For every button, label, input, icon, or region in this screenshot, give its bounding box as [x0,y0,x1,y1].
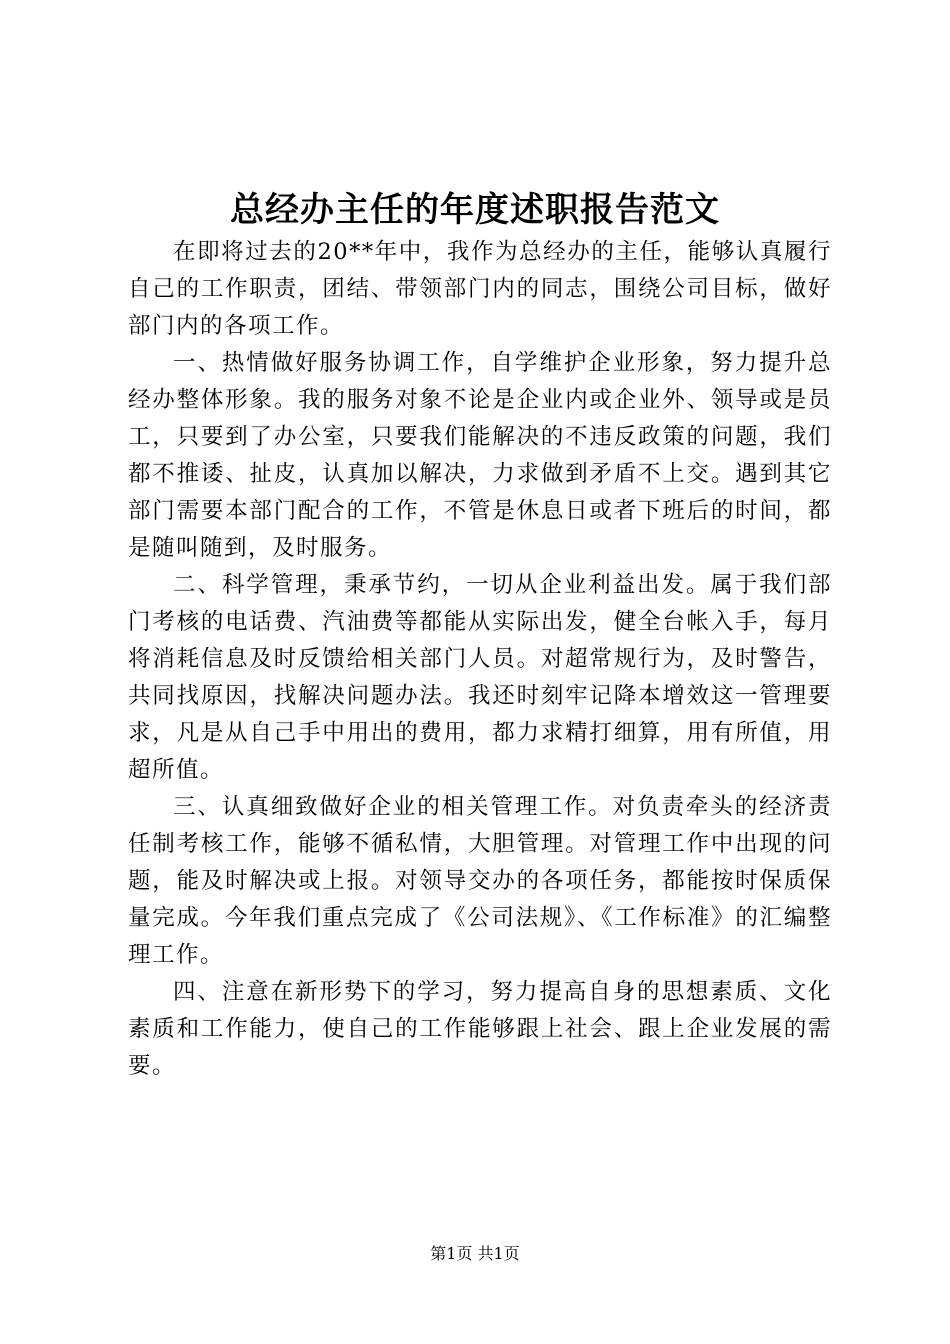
document-body [128,234,832,1085]
page-number-footer: 第1页 共1页 [430,1244,520,1263]
paragraph-section-1: 一、热情做好服务协调工作，自学维护企业形象，努力提升总经办整体形象。我的服务对象不论是企业内或企业外、领导或是员工，只要到了办公室，只要我们能解决的不违反政策的问题，我们都不推诿、扯皮，认真加以解决，力求做到矛盾不上交。遇到其它部门需要本部门配合的工作，不管是休息日或者下班后的时间，都是随叫随到，及时服务。 [128,350,832,561]
document-title: 总经办主任的年度述职报告范文 [230,190,720,230]
paragraph-intro: 在即将过去的20**年中，我作为总经办的主任，能够认真履行自己的工作职责，团结、带领部门内的同志，围绕公司目标，做好部门内的各项工作。 [128,239,832,339]
paragraph-section-3: 三、认真细致做好企业的相关管理工作。对负责牵头的经济责任制考核工作，能够不循私情，大胆管理。对管理工作中出现的问题，能及时解决或上报。对领导交办的各项任务，都能按时保质保量完成。今年我们重点完成了《公司法规》、《工作标准》的汇编整理工作。 [128,794,832,968]
paragraph-section-4: 四、注意在新形势下的学习，努力提高自身的思想素质、文化素质和工作能力，使自己的工作能够跟上社会、跟上企业发展的需要。 [128,979,832,1079]
paragraph-section-2: 二、科学管理，秉承节约，一切从企业利益出发。属于我们部门考核的电话费、汽油费等都能从实际出发，健全台帐入手，每月将消耗信息及时反馈给相关部门人员。对超常规行为，及时警告，共同找原因，找解决问题办法。我还时刻牢记降本增效这一管理要求，凡是从自己手中用出的费用，都力求精打细算，用有所值，用超所值。 [128,572,832,783]
